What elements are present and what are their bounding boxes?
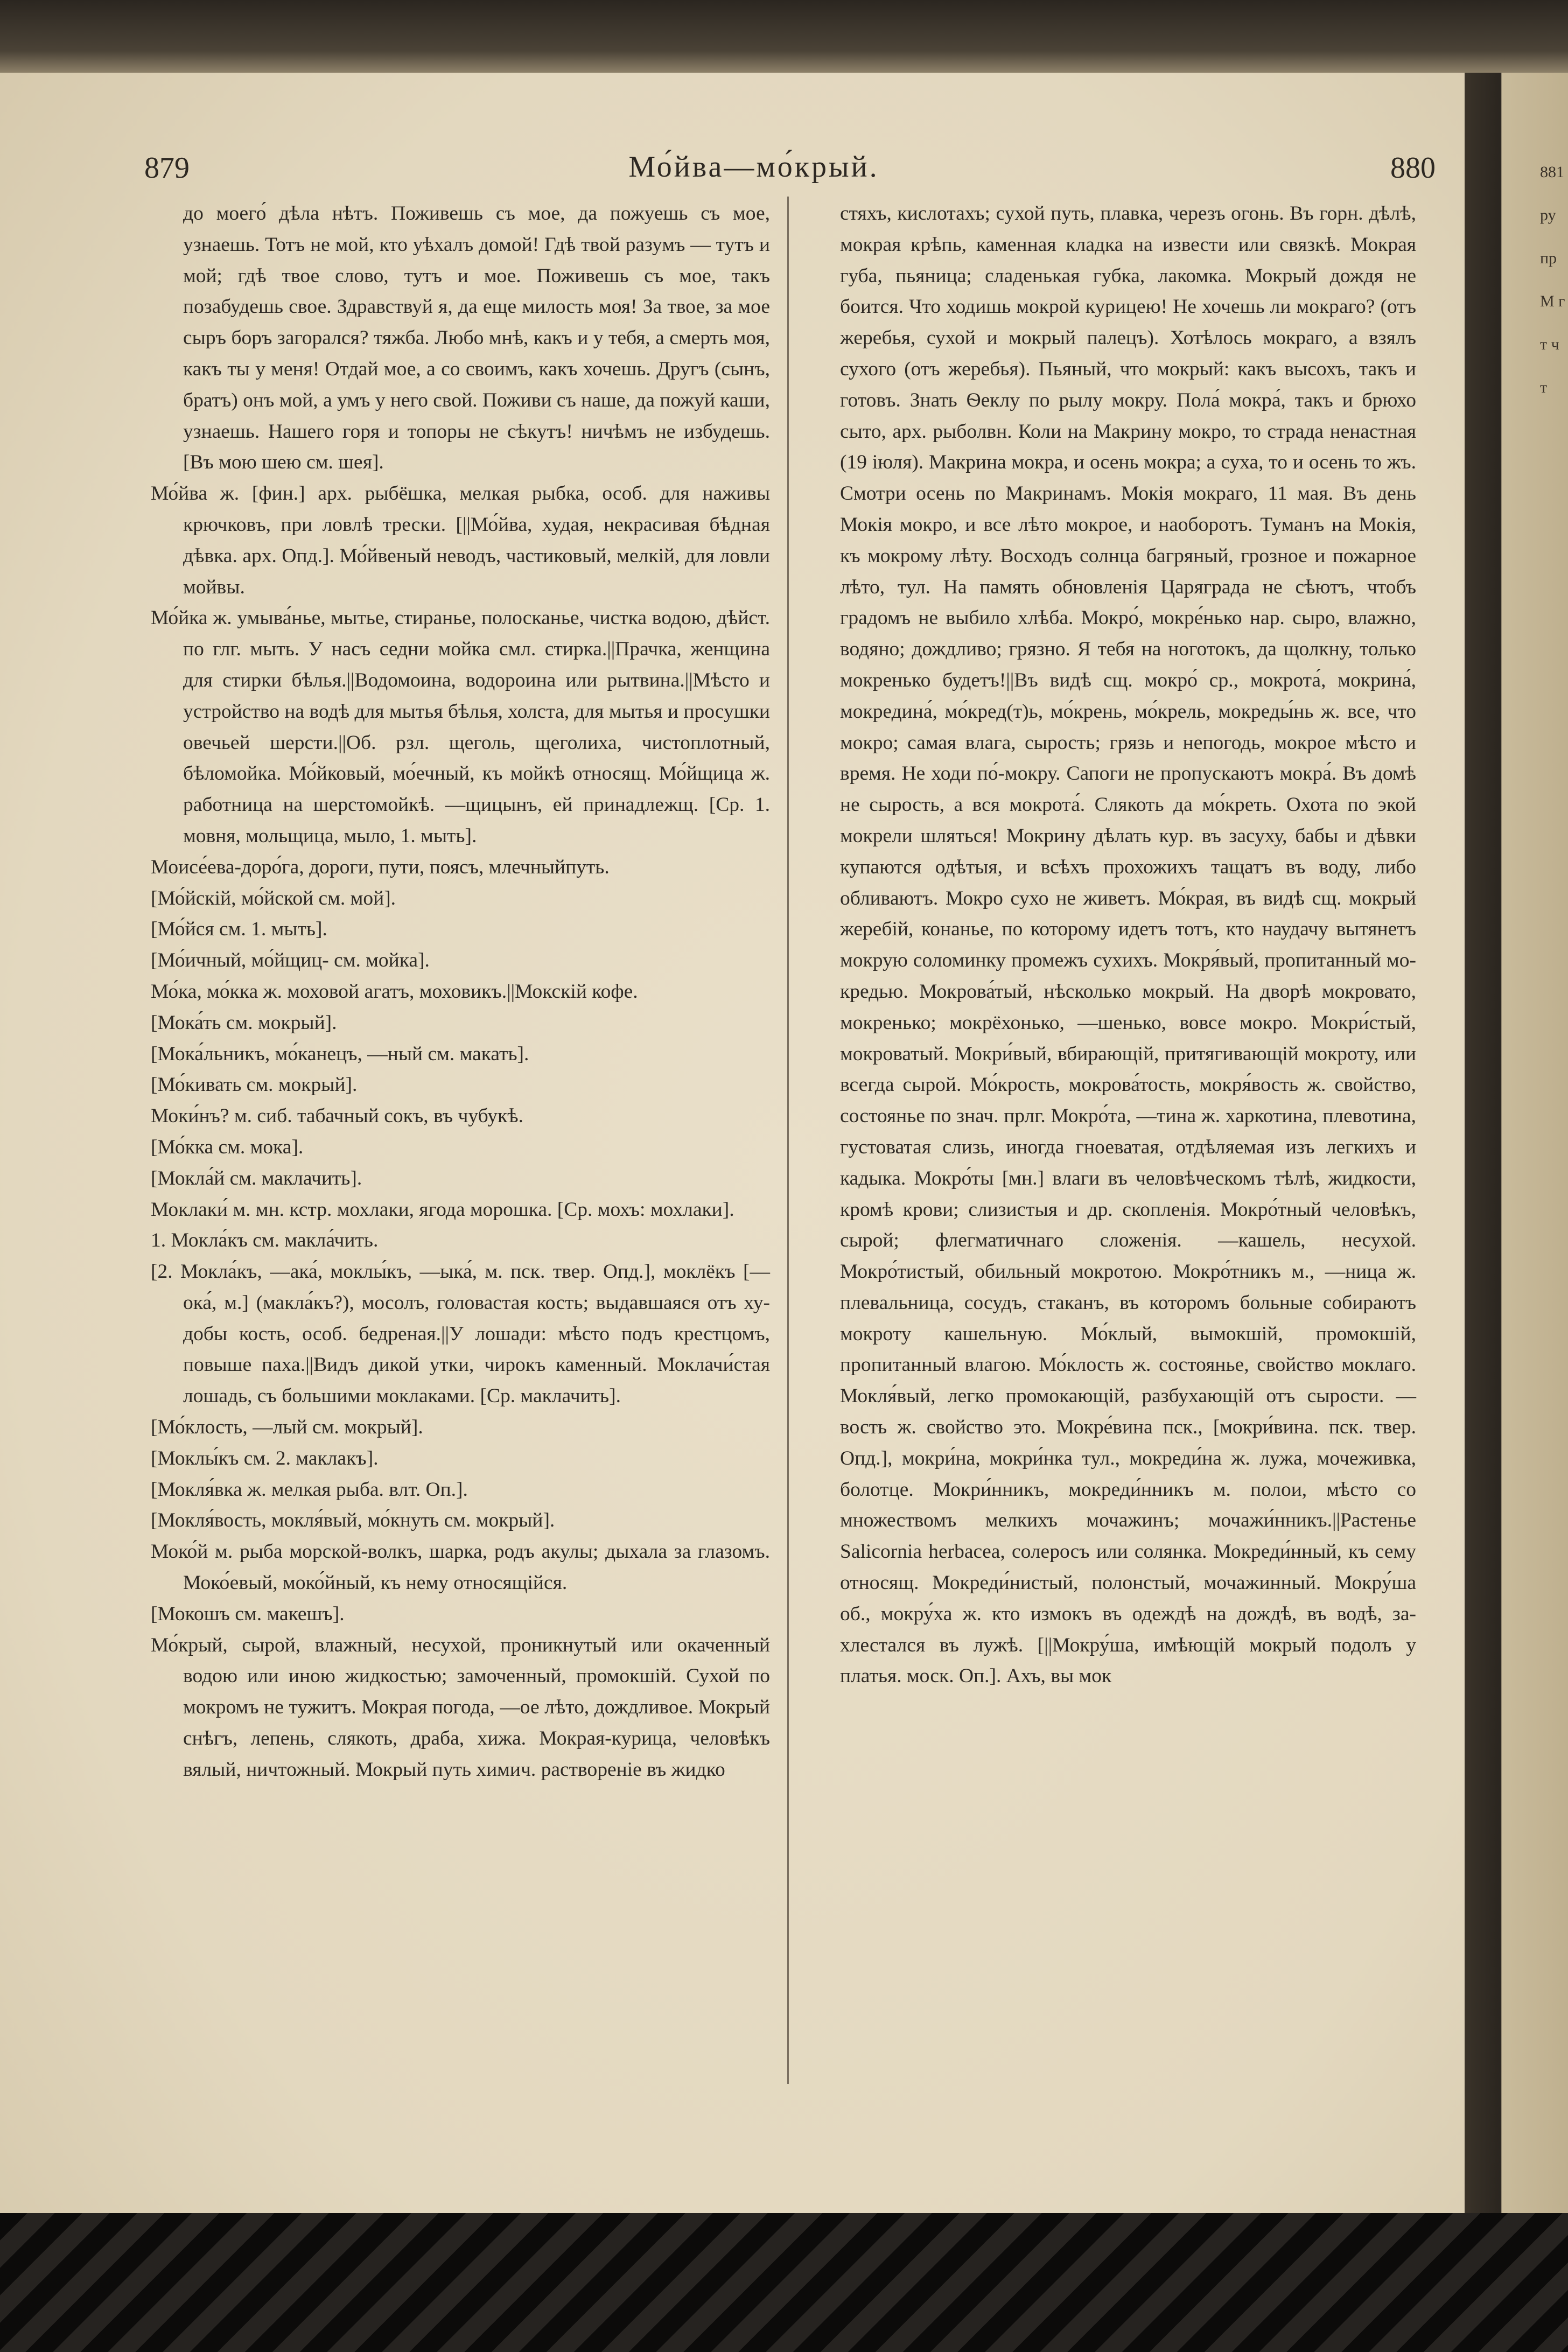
dictionary-entry: [Мокля́вка ж. мелкая рыба. влт. Оп.]. bbox=[151, 1478, 468, 1501]
page-number-right: 880 bbox=[1390, 151, 1436, 185]
running-head: Мо́йва—мо́крый. bbox=[628, 150, 879, 184]
continued-text: до моего́ дѣла нѣтъ. Поживешь съ мое, да пожуешь съ мое, узнаешь. Тотъ не мой, кто уѣхалъ домой! Гдѣ твой разумъ — тутъ и мой; гдѣ твое слово, тутъ и мое. Поживешь съ мое, такъ позабудешь свое. Здравствуй я, да еще милость моя! За твое, за мое сыръ боръ загорался? тяжба. Любо мнѣ, какъ и у тебя, а смерть моя, какъ ты у меня! Отдай мое, а со своимъ, какъ хочешь. Другъ (сынъ, братъ) онъ мой, а умъ у него свой. Поживи съ наше, да пожуй каши, узнаешь. Нашего горя и топоры не сѣкутъ! ничѣмъ не избудешь. [Въ мою шею см. шея]. bbox=[183, 202, 770, 474]
dictionary-entry: [Мо́йся см. 1. мыть]. bbox=[151, 918, 327, 941]
dictionary-entry: [Мока́ть см. мокрый]. bbox=[151, 1011, 337, 1034]
dictionary-entry: Мо́йва ж. [фин.] арх. рыбёшка, мелкая рыбка, особ. для наживы крючковъ, при ловлѣ трески. [||Мо́йва, худая, некрасивая бѣдная дѣвка. арх. Опд.]. Мо́йвеный неводъ, частиковый, мелкій, для ловли мойвы. bbox=[151, 482, 770, 598]
dictionary-entry: Моки́нъ? м. сиб. табачный сокъ, въ чубукѣ. bbox=[151, 1105, 523, 1128]
dictionary-entry: [Моклы́къ см. 2. маклакъ]. bbox=[151, 1447, 379, 1469]
scan-top-edge bbox=[0, 0, 1568, 73]
dictionary-entry: [Мо́йскій, мо́йской см. мой]. bbox=[151, 887, 396, 909]
dictionary-entry: [Мока́льникъ, мо́канецъ, —ный см. макать]. bbox=[151, 1042, 529, 1065]
dictionary-entry: [Мокля́вость, мокля́вый, мо́кнуть см. мокрый]. bbox=[151, 1509, 555, 1532]
dictionary-entry: Моко́й м. рыба морской-волкъ, шарка, родъ акулы; дыхала за глазомъ. Моко́евый, моко́йный, къ нему относящійся. bbox=[151, 1541, 770, 1594]
dictionary-entry: Мо́ка, мо́кка ж. моховой агатъ, моховикъ.||Мокскій кофе. bbox=[151, 980, 638, 1003]
dictionary-entry: Мо́йка ж. умыва́нье, мытье, стиранье, полосканье, чистка водою, дѣйст. по глг. мыть. У насъ седни мойка смл. стирка.||Прачка, женщина для стирки бѣлья.||Водомоина, водороина или рытвина.||Мѣсто и устройство на водѣ для мытья бѣлья, холста, для мытья и просушки овечьей шерсти.||Об. рзл. щеголь, щеголиха, чистоплотный, бѣломойка. Мо́йковый, мо́ечный, къ мойкѣ относящ. Мо́йщица ж. работница на шерстомойкѣ. —щицынъ, ей принадлежщ. [Ср. 1. мовня, мольщица, мыло, 1. мыть]. bbox=[151, 607, 770, 847]
dictionary-entry: [Мо́кивать см. мокрый]. bbox=[151, 1074, 358, 1096]
dictionary-entry: 1. Мокла́къ см. макла́чить. bbox=[151, 1229, 379, 1252]
dictionary-entry: [2. Мокла́къ, —ака́, моклы́къ, —ыка́, м. пск. твер. Опд.], моклёкъ [—ока́, м.] (макла́къ?), мосолъ, головастая кость; выдавшаяся отъ худобы кость, особ. бедреная.||У лошади: мѣсто подъ крестцомъ, повыше паха.||Видъ дикой утки, чирокъ каменный. Моклачи́стая лошадь, съ большими моклаками. [Ср. маклачить]. bbox=[151, 1261, 770, 1408]
page-number-left: 879 bbox=[144, 151, 190, 185]
next-page-fragment: 881 ру пр М г т ч т bbox=[1540, 163, 1565, 396]
continued-text: стяхъ, кислотахъ; сухой путь, плавка, черезъ огонь. Въ горн. дѣлѣ, мокрая крѣпь, каменная кладка на извести или связкѣ. Мокрая губа, пьяница; сладенькая губка, лакомка. Мокрый дождя не боится. Что ходишь мокрой курицею! Не хочешь ли мокраго? (отъ жеребья, сухой и мокрый палецъ). Хотѣлось мокраго, а взялъ сухого (отъ жеребья). Пьяный, что мокрый: какъ высохъ, такъ и готовъ. Знать Ѳеклу по рылу мокру. Пола́ мокра́, такъ и брюхо сыто, арх. рыболвн. Коли на Макрину мокро, то страда ненастная (19 іюля). Макрина мокра, и осень мокра; а суха, то и осень то жъ. Смотри осень по Макринамъ. Мокія мокраго, 11 мая. Въ день Мокія мокро, и все лѣто мокрое, и наоборотъ. Туманъ на Мокія, къ мокрому лѣту. Восходъ солнца багряный, грозное и пожарное лѣто, тул. На память обновленія Царяграда не сѣютъ, чтобъ градомъ не выбило хлѣба. Мокро́, мокре́нько нар. сыро, влажно, водяно; дождливо; грязно. Я тебя на ноготокъ, да щолкну, только мокренько будетъ!||Въ видѣ сщ. мокро́ ср., мокрота́, мокрина́, мокредина́, мо́кред(т)ь, мо́крень, мо́крель, мокреды́нь ж. все, что мокро; самая влага, сырость; грязь и непогодь, мокрое мѣсто и время. Не ходи по́-мокру. Сапоги не пропускаютъ мокра́. Въ домѣ не сырость, а вся мокрота́. Слякоть да мо́креть. Охота по экой мокрели шляться! Мокрину дѣлать кур. въ засуху, бабы и дѣвки купаются одѣтыя, и всѣхъ прохожихъ тащатъ въ воду, либо обливаютъ. Мокро сухо не живетъ. Мо́края, въ видѣ сщ. мокрый жеребій, конанье, по которому идетъ тотъ, кто наудачу вытянетъ мокрую соломинку промежъ сухихъ. Мокря́вый, пропитанный мокредью. Мокрова́тый, нѣсколько мокрый. На дворѣ мокровато, мокренько; мокрёхонько, —шенько, вовсе мокро. Мокри́стый, мокроватый. Мокри́вый, вбирающій, притягивающій мокроту, или всегда сырой. Мо́крость, мокрова́тость, мокря́вость ж. свойство, состоянье по знач. прлг. Мокро́та, —тина ж. харкотина, плевотина, густоватая слизь, иногда гноеватая, отдѣляемая изъ легкихъ и кадыка. Мокро́ты [мн.] влаги въ человѣческомъ тѣлѣ, жидкости, кромѣ крови; слизистыя и др. скопленія. Мокро́тный человѣкъ, сырой; флегматичнаго сложенія. —кашель, несухой. Мокро́тистый, обильный мокротою. Мокро́тникъ м., —ница ж. плевальница, сосудъ, стаканъ, въ которомъ больные собираютъ мокроту кашельную. Мо́клый, вымокшій, промокшій, пропитанный влагою. Мо́клость ж. состоянье, свойство моклаго. Мокля́вый, легко промокающій, разбухающій отъ сырости. —вость ж. свойство это. Мокре́вина пск., [мокри́вина. пск. твер. Опд.], мокри́на, мокри́нка тул., мокреди́на ж. лужа, мочеживка, болотце. Мокри́нникъ, мокреди́нникъ м. полои, мѣсто со множествомъ мелкихъ мочажинъ; мочажи́нникъ.||Растенье Salicornia herbacea, солеросъ или солянка. Мокреди́нный, къ сему относящ. Мокреди́нистый, полонстый, мочажинный. Мокру́ша об., мокру́ха ж. кто измокъ въ одеждѣ на дождѣ, въ водѣ, захлестался въ лужѣ. [||Мокру́ша, имѣющій мокрый подолъ у платья. моск. Оп.]. Ахъ, вы мок bbox=[840, 202, 1416, 1688]
right-column bbox=[808, 198, 1416, 1692]
left-column bbox=[151, 198, 770, 1786]
dictionary-entry: [Мо́ичный, мо́йщиц- см. мойка]. bbox=[151, 949, 430, 972]
dictionary-entry: Мо́крый, сырой, влажный, несухой, проникнутый или окаченный водою или иною жидкостью; замоченный, промокшій. Сухой по мокромъ не тужитъ. Мокрая погода, —ое лѣто, дождливое. Мокрый снѣгъ, лепень, слякоть, драба, хижа. Мокрая-курица, человѣкъ вялый, ничтожный. Мокрый путь химич. раствореніе въ жидко bbox=[151, 1634, 770, 1781]
dictionary-entry: [Мо́кка см. мока]. bbox=[151, 1136, 304, 1158]
dictionary-entry: Моклаки́ м. мн. кстр. мохлаки, ягода морошка. [Ср. мохъ: мохлаки]. bbox=[151, 1198, 734, 1221]
dictionary-entry: [Мокошъ см. макешъ]. bbox=[151, 1602, 345, 1625]
column-divider bbox=[787, 197, 789, 2084]
dictionary-entry: Моисе́ева-доро́га, дороги, пути, поясъ, млечныйпуть. bbox=[151, 856, 610, 878]
dictionary-entry: [Мо́клость, —лый см. мокрый]. bbox=[151, 1416, 423, 1439]
dictionary-entry: [Мокла́й см. маклачить]. bbox=[151, 1167, 362, 1189]
scan-bottom-edge bbox=[0, 2213, 1568, 2352]
